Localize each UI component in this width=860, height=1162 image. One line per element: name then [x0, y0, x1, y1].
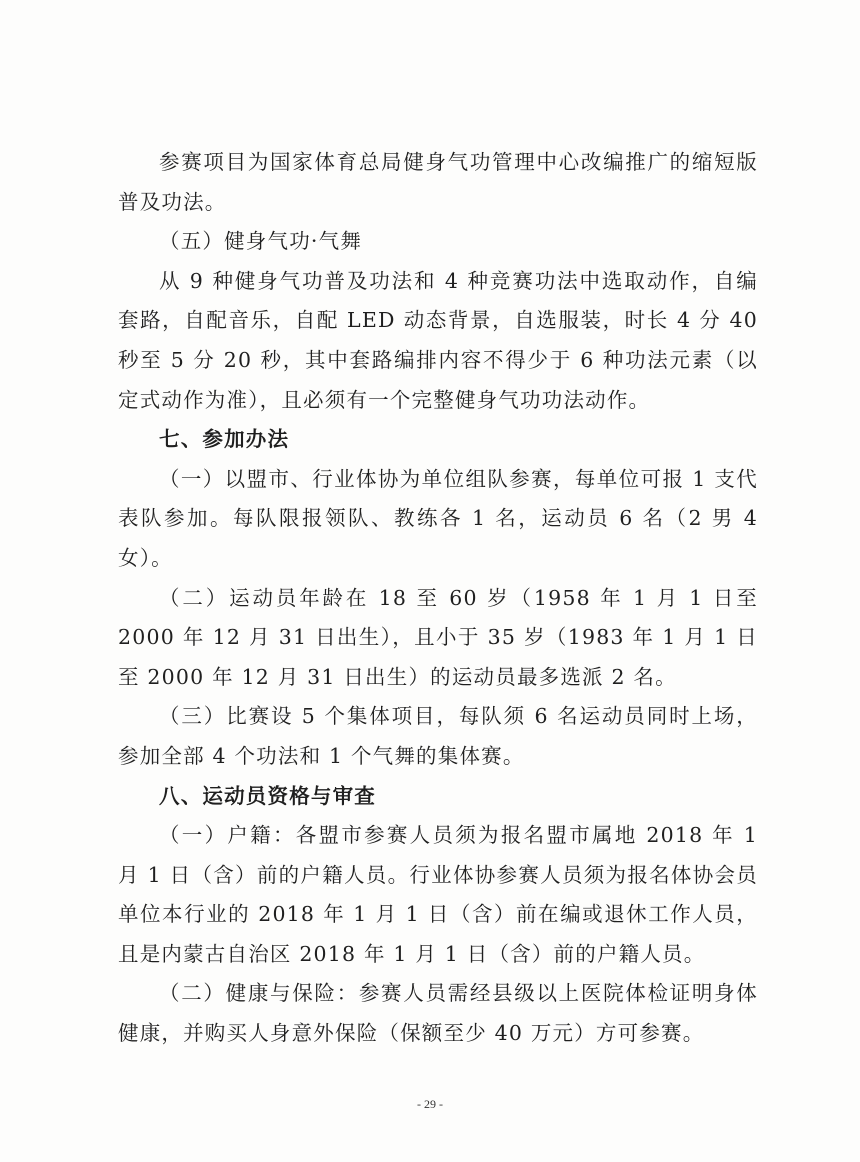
section-heading-qualification: 八、运动员资格与审查	[159, 783, 376, 808]
paragraph-event-description: 参赛项目为国家体育总局健身气功管理中心改编推广的缩短版普及功法。	[118, 150, 758, 214]
page-number: - 29 -	[417, 1097, 443, 1111]
paragraph-team-registration: （一）以盟市、行业体协为单位组队参赛，每单位可报 1 支代表队参加。每队限报领队、教练各 1 名，运动员 6 名（2 男 4 女）。	[118, 466, 758, 570]
subheading-qigong-dance: （五）健身气功·气舞	[159, 229, 363, 254]
paragraph-residency: （一）户籍：各盟市参赛人员须为报名盟市属地 2018 年 1 月 1 日（含）前的户籍人员。行业体协参赛人员须为报名体协会员单位本行业的 2018 年 1 月 1 日（含）前在编或退休工作人员，且是内蒙古自治区 2018 年 1 月 1 日（含）前的户籍人员。	[118, 823, 758, 966]
document-body	[118, 143, 758, 1054]
section-heading-participation: 七、参加办法	[159, 427, 290, 452]
paragraph-health-insurance: （二）健康与保险：参赛人员需经县级以上医院体检证明身体健康，并购买人身意外保险（保额至少 40 万元）方可参赛。	[118, 981, 758, 1046]
paragraph-qigong-dance-rules: 从 9 种健身气功普及功法和 4 种竞赛功法中选取动作，自编套路，自配音乐，自配 LED 动态背景，自选服装，时长 4 分 40 秒至 5 分 20 秒，其中套路编排内容不得少于 6 种功法元素（以定式动作为准），且必须有一个完整健身气功功法动作。	[118, 268, 758, 412]
paragraph-athlete-age: （二）运动员年龄在 18 至 60 岁（1958 年 1 月 1 日至 2000 年 12 月 31 日出生），且小于 35 岁（1983 年 1 月 1 日至 2000 年 12 月 31 日出生）的运动员最多选派 2 名。	[118, 585, 758, 689]
paragraph-competition-events: （三）比赛设 5 个集体项目，每队须 6 名运动员同时上场，参加全部 4 个功法和 1 个气舞的集体赛。	[118, 704, 758, 768]
